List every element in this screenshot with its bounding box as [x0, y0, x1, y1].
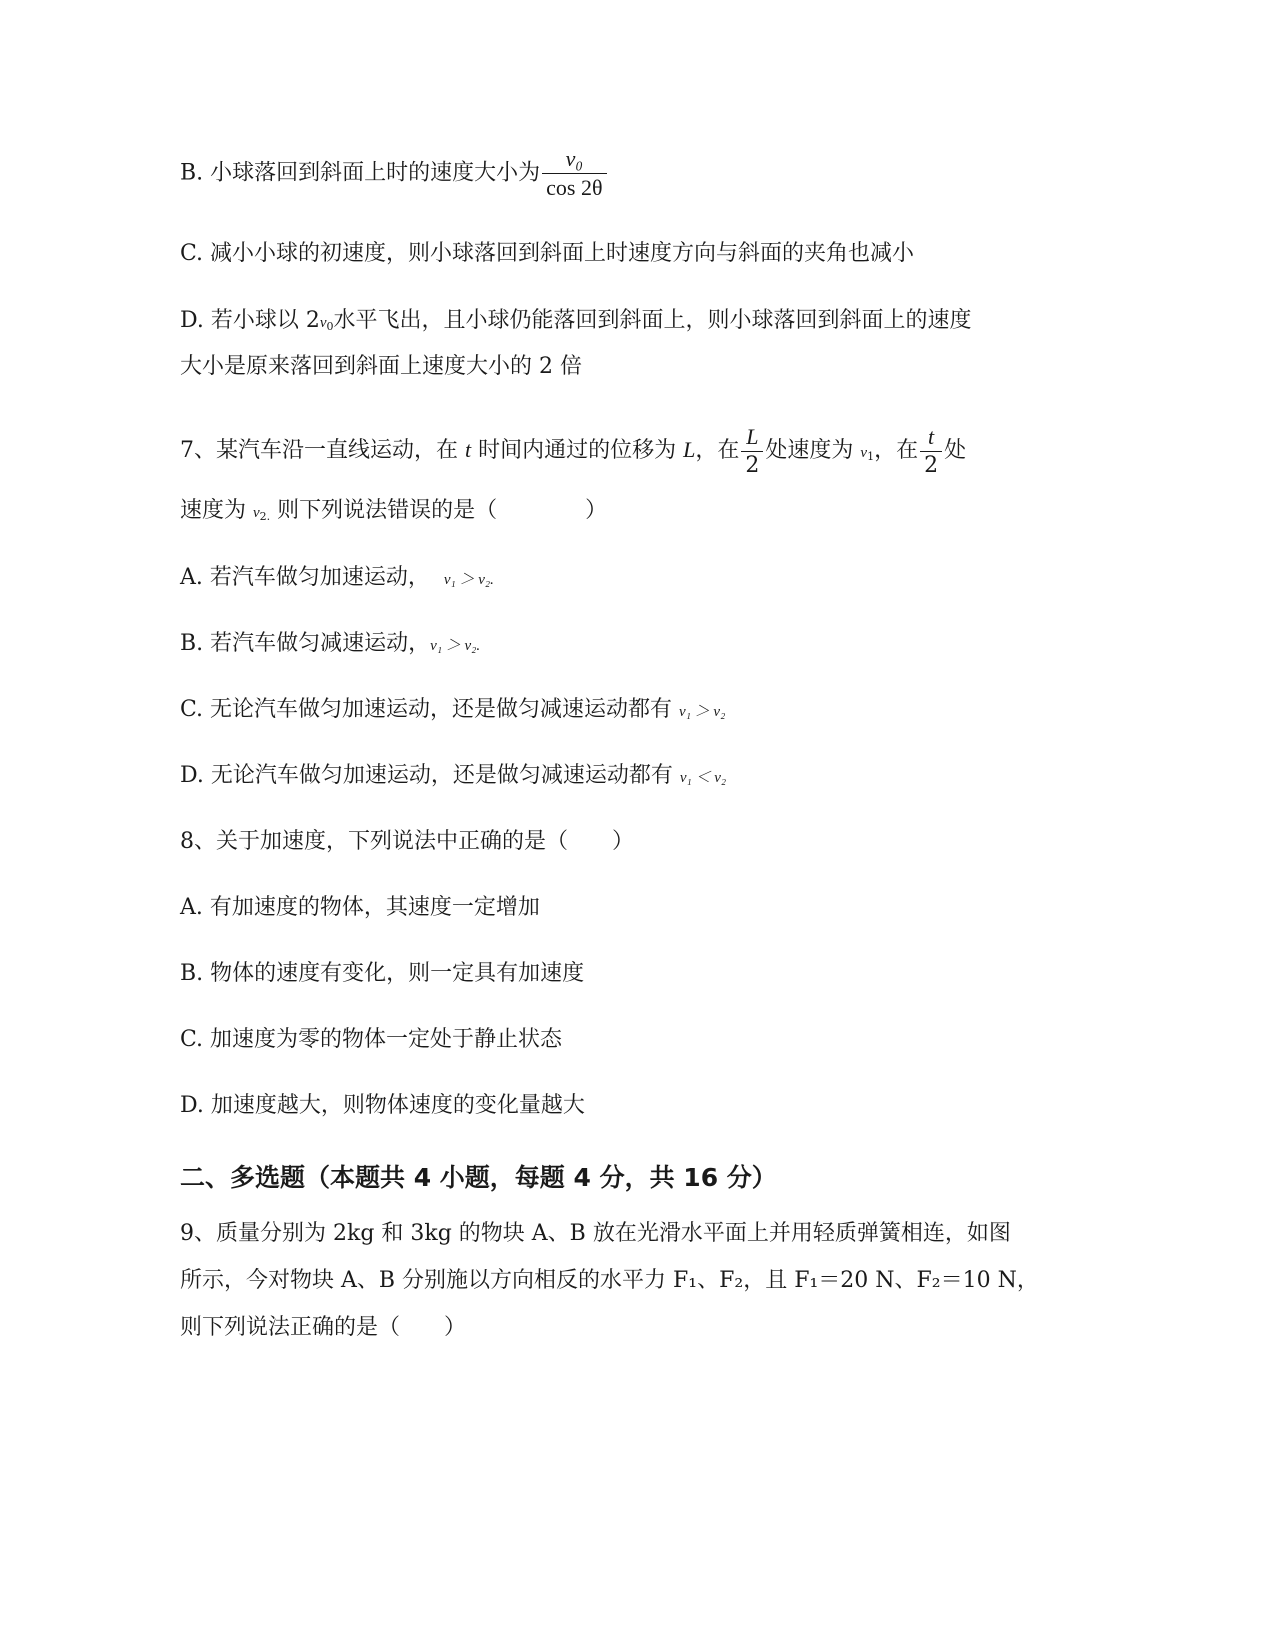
q9-line3: 则下列说法正确的是（ ）	[180, 1315, 467, 1340]
q7-stem-part: ，在	[695, 438, 740, 463]
q8-option-a: A. 有加速度的物体，其速度一定增加	[180, 895, 540, 920]
q7-stem-part: 处	[944, 438, 967, 463]
q7-stem-part: 则下列说法错误的是（ ）	[270, 498, 608, 523]
q7-stem-part: 7、某汽车沿一直线运动，在	[180, 438, 465, 463]
q9-line1: 9、质量分别为 2kg 和 3kg 的物块 A、B 放在光滑水平面上并用轻质弹簧相连，如图	[180, 1221, 1011, 1246]
q7-option-b	[180, 630, 480, 660]
fraction-numerator: t	[920, 423, 942, 452]
q8-option-b: B. 物体的速度有变化，则一定具有加速度	[180, 961, 585, 986]
q7-stem-part: 时间内通过的位移为	[471, 438, 684, 463]
q6-option-b-text: B. 小球落回到斜面上时的速度大小为	[180, 160, 541, 186]
option-text: D. 无论汽车做匀加速运动，还是做匀减速运动都有	[180, 763, 673, 788]
q7-sub: 2.	[259, 510, 271, 523]
option-relation: v₁ ＞ v₂.	[430, 638, 481, 654]
q7-option-d	[180, 762, 726, 792]
q7-fraction-l-half	[741, 423, 763, 480]
q6-option-d-rest: 水平飞出，且小球仍能落回到斜面上，则小球落回到斜面上的速度	[333, 308, 972, 333]
q7-fraction-t-half	[920, 423, 942, 480]
q6-option-c: C. 减小小球的初速度，则小球落回到斜面上时速度方向与斜面的夹角也减小	[180, 241, 915, 266]
option-text: A. 若汽车做匀加速运动，	[180, 565, 430, 590]
option-relation: v₁ ＞ v₂	[679, 704, 726, 720]
q6-option-d-prefix: D. 若小球以 2	[180, 308, 320, 333]
q6-option-b-fraction	[542, 145, 606, 202]
q7-var-l: L	[683, 437, 696, 462]
q7-var-v: v	[253, 505, 260, 521]
option-text: B. 若汽车做匀减速运动，	[180, 631, 431, 656]
q7-stem-line2	[180, 497, 607, 531]
q7-var-t: t	[465, 437, 472, 462]
q7-stem-line1	[180, 420, 966, 487]
option-relation: v₁ ＞ v₂.	[443, 572, 494, 588]
q7-sub: 1	[867, 450, 875, 463]
q6-option-d-line2: 大小是原来落回到斜面上速度大小的 2 倍	[180, 354, 582, 379]
q6-option-d-var: v	[319, 315, 327, 331]
q6-option-b	[180, 145, 609, 202]
q6-option-d-sub: 0	[326, 320, 334, 333]
q7-option-c	[180, 696, 725, 726]
q8-stem: 8、关于加速度，下列说法中正确的是（ ）	[180, 829, 634, 854]
fraction-denominator: 2	[924, 452, 939, 478]
section-heading: 二、多选题（本题共 4 小题，每题 4 分，共 16 分）	[180, 1163, 777, 1192]
q9-line2: 所示，今对物块 A、B 分别施以方向相反的水平力 F₁、F₂，且 F₁＝20 N、F₂＝10 N，	[180, 1268, 1039, 1293]
q8-option-c: C. 加速度为零的物体一定处于静止状态	[180, 1027, 563, 1052]
fraction-denominator: cos 2θ	[546, 175, 603, 200]
q7-stem-part: 处速度为	[765, 438, 861, 463]
q6-option-d-line1	[180, 307, 972, 341]
option-relation: v₁ ＜ v₂	[679, 770, 727, 786]
q7-stem-part: 速度为	[180, 498, 253, 523]
q8-option-d: D. 加速度越大，则物体速度的变化量越大	[180, 1093, 585, 1118]
fraction-numerator: v₀	[542, 145, 606, 174]
q7-stem-part: ，在	[874, 438, 919, 463]
q7-var-v: v	[860, 445, 868, 461]
option-text: C. 无论汽车做匀加速运动，还是做匀减速运动都有	[180, 697, 673, 722]
q7-option-a	[180, 564, 494, 594]
fraction-denominator: 2	[745, 452, 760, 478]
fraction-numerator: L	[741, 423, 763, 452]
